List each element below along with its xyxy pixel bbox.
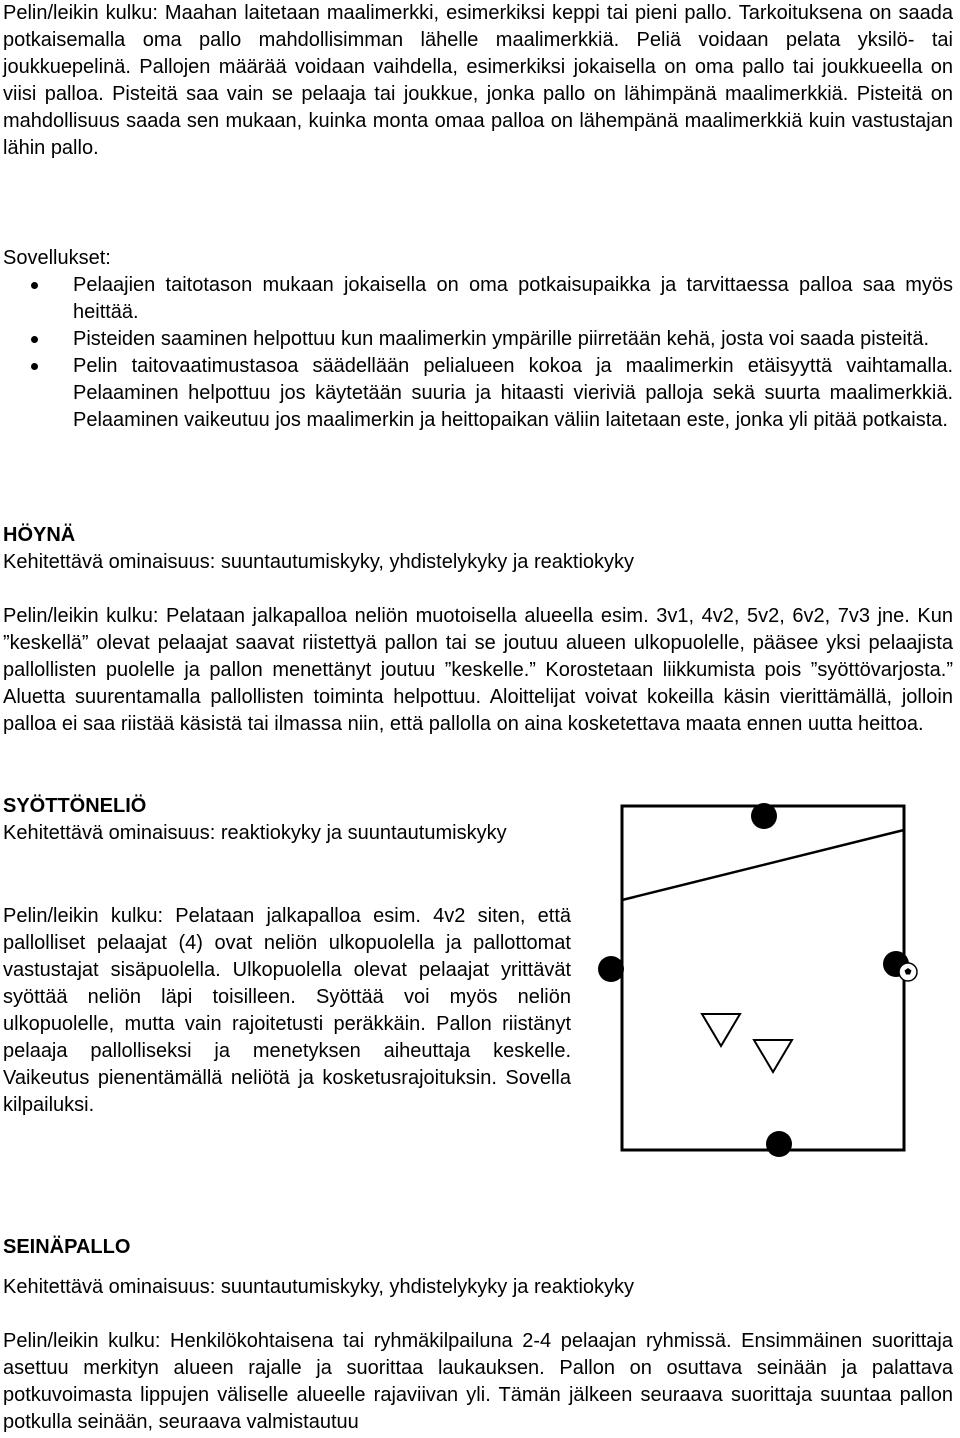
hoyna-title: HÖYNÄ xyxy=(3,524,76,546)
hoyna-skill: Kehitettävä ominaisuus: suuntautumiskyky, yhdistelykyky ja reaktiokyky xyxy=(3,551,635,573)
soccer-ball-icon xyxy=(899,963,917,981)
syottonelio-body: Pelin/leikin kulku: Pelataan jalkapalloa esim. 4v2 siten, että pallolliset pelaajat (4) ovat neliön ulkopuolella ja pallottomat vastustajat sisäpuolella. Ulkopuolella olevat pelaajat yrittävät syöttää neliön läpi toisilleen. Syöttää voi myös neliön ulkopuolelle, mutta vain rajoitetusti peräkkäin. Pallon riistänyt pelaaja pallolliseksi ja menetyksen aiheuttaja keskelle. Vaikeutus pienentämällä neliötä ja kosketusrajoituksin. Sovella kilpailuksi. xyxy=(3,905,571,1116)
list-item xyxy=(0,353,953,434)
seinapallo-title: SEINÄPALLO xyxy=(3,1236,131,1258)
pass-line xyxy=(622,830,904,900)
seinapallo-body: Pelin/leikin kulku: Henkilökohtaisena tai ryhmäkilpailuna 2-4 pelaajan ryhmissä. Ensimmäinen suorittaja asettuu merkityn alueen rajalle ja suorittaa laukauksen. Pallon on osuttava seinään ja palattava potkuvoimasta lippujen väliselle alueelle rajaviivan yli. Tämän jälkeen seuraava suorittaja suuntaa pallon potkulla seinään, seuraava valmistautuu xyxy=(3,1330,953,1433)
list-item-text: Pisteiden saaminen helpottuu kun maalimerkin ympärille piirretään kehä, josta voi saada pisteitä. xyxy=(73,328,930,350)
syottonelio-skill: Kehitettävä ominaisuus: reaktiokyky ja suuntautumiskyky xyxy=(3,822,507,844)
defender-left-icon xyxy=(702,1014,740,1046)
list-item xyxy=(0,272,953,326)
passing-square-diagram xyxy=(596,794,936,1164)
bullet-icon xyxy=(31,336,38,343)
list-item xyxy=(0,326,953,353)
seinapallo-skill: Kehitettävä ominaisuus: suuntautumiskyky, yhdistelykyky ja reaktiokyky xyxy=(3,1276,635,1298)
bullet-icon xyxy=(31,282,38,289)
defender-right-icon xyxy=(754,1040,792,1072)
attacker-left-icon xyxy=(598,956,624,982)
list-item-text: Pelaajien taitotason mukaan jokaisella on oma potkaisupaikka ja tarvittaessa palloa saa myös heittää. xyxy=(73,274,953,323)
attacker-top-icon xyxy=(751,803,777,829)
applications-list xyxy=(0,272,953,434)
square-outline xyxy=(622,806,904,1150)
list-item-text: Pelin taitovaatimustasoa säädellään pelialueen kokoa ja maalimerkin etäisyyttä vaihtamalla. Pelaaminen helpottuu jos käytetään suuria ja hitaasti vieriviä palloja sekä suurta maalimerkkiä. Pelaaminen vaikeutuu jos maalimerkin ja heittopaikan väliin laitetaan este, jonka yli pitää potkaista. xyxy=(73,355,953,431)
syottonelio-title: SYÖTTÖNELIÖ xyxy=(3,795,147,817)
intro-paragraph: Pelin/leikin kulku: Maahan laitetaan maalimerkki, esimerkiksi keppi tai pieni pallo. Tarkoituksena on saada potkaisemalla oma pallo mahdollisimman lähelle maalimerkkiä. Peliä voidaan pelata yksilö- tai joukkuepelinä. Pallojen määrää voidaan vaihdella, esimerkiksi jokaisella on oma pallo tai joukkueella on viisi palloa. Pisteitä saa vain se pelaaja tai joukkue, jonka pallo on lähimpänä maalimerkkiä. Pisteitä on mahdollisuus saada sen mukaan, kuinka monta omaa palloa on lähempänä maalimerkkiä kuin vastustajan lähin pallo. xyxy=(3,2,953,159)
hoyna-body: Pelin/leikin kulku: Pelataan jalkapalloa neliön muotoisella alueella esim. 3v1, 4v2, 5v2, 6v2, 7v3 jne. Kun ”keskellä” olevat pelaajat saavat riistettyä pallon tai se joutuu alueen ulkopuolelle, pääsee yksi pelaajista pallollisten puolelle ja pallon menettänyt joutuu ”keskelle.” Korostetaan liikkumista pois ”syöttövarjosta.” Aluetta suurentamalla pallollisten toiminta helpottuu. Aloittelijat voivat kokeilla käsin vierittämällä, jolloin palloa ei saa riistää käsistä tai ilmassa niin, että pallolla on aina kosketettava maata ennen uutta heittoa. xyxy=(3,605,953,735)
attacker-bottom-icon xyxy=(766,1131,792,1157)
bullet-icon xyxy=(31,363,38,370)
applications-heading: Sovellukset: xyxy=(3,247,111,269)
